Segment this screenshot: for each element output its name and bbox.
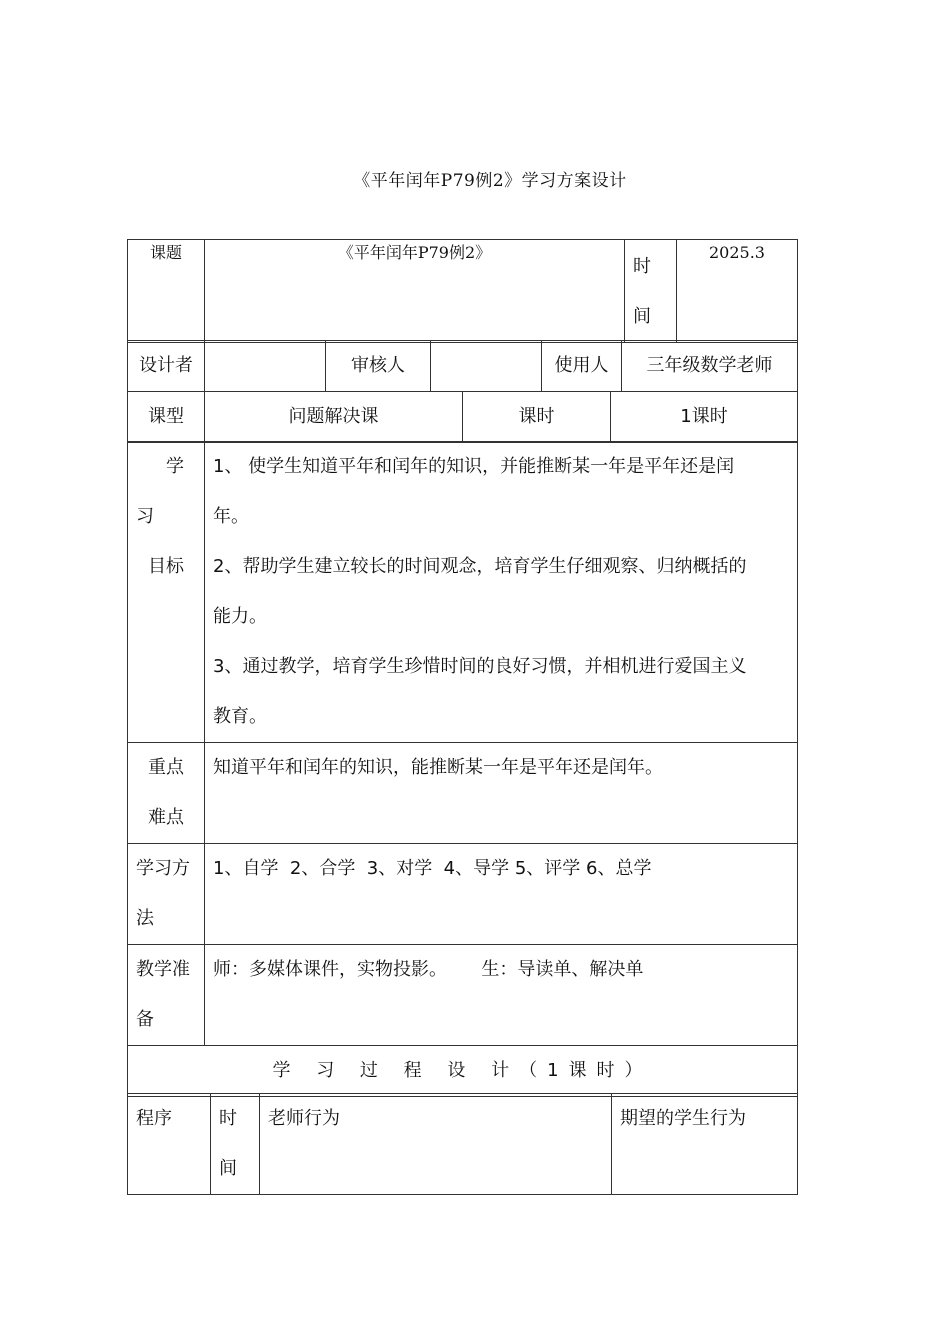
methods-label: 学习方 法: [128, 844, 205, 945]
designer-value: [205, 341, 326, 392]
process-header: 学 习 过 程 设 计（1课时）: [128, 1046, 798, 1097]
procedure-column-header: 程序: [128, 1094, 211, 1195]
objective-line: 3、通过教学，培育学生珍惜时间的良好习惯，并相机进行爱国主义: [213, 656, 747, 677]
type-value: 问题解决课: [205, 392, 463, 443]
objectives-label: 学 习 目标: [128, 442, 205, 743]
teacher-column-header: 老师行为: [260, 1094, 612, 1195]
time-value: 2025.3: [677, 240, 798, 343]
objective-line: 1、 使学生知道平年和闰年的知识，并能推断某一年是平年还是闰: [213, 456, 735, 477]
time-label: 时 间: [625, 240, 677, 343]
type-table: [127, 391, 798, 443]
topic-label: 课题: [128, 240, 205, 343]
key-points-value: 知道平年和闰年的知识，能推断某一年是平年还是闰年。: [205, 743, 798, 844]
topic-value: 《平年闰年P79例2》: [205, 240, 625, 343]
objective-line: 能力。: [213, 606, 267, 627]
period-label: 课时: [463, 392, 611, 443]
objective-line: 年。: [213, 506, 249, 527]
page-title: 《平年闰年P79例2》学习方案设计: [353, 171, 627, 191]
reviewer-label: 审核人: [326, 341, 431, 392]
topic-table: [127, 239, 798, 343]
methods-value: 1、自学 2、合学 3、对学 4、导学 5、评学 6、总学: [205, 844, 798, 945]
objective-line: 教育。: [213, 706, 267, 727]
reviewer-value: [431, 341, 542, 392]
process-table: [127, 1093, 798, 1195]
user-label: 使用人: [542, 341, 622, 392]
period-value: 1课时: [611, 392, 798, 443]
time-column-header: 时 间: [211, 1094, 260, 1195]
preparation-value: 师：多媒体课件，实物投影。 生：导读单、解决单: [205, 945, 798, 1046]
objectives-content: [205, 442, 798, 743]
designer-label: 设计者: [128, 341, 205, 392]
content-table: [127, 441, 798, 1097]
student-column-header: 期望的学生行为: [612, 1094, 798, 1195]
preparation-label: 教学准 备: [128, 945, 205, 1046]
type-label: 课型: [128, 392, 205, 443]
objective-line: 2、帮助学生建立较长的时间观念，培育学生仔细观察、归纳概括的: [213, 556, 747, 577]
people-table: [127, 340, 798, 392]
key-points-label: 重点 难点: [128, 743, 205, 844]
user-value: 三年级数学老师: [622, 341, 798, 392]
